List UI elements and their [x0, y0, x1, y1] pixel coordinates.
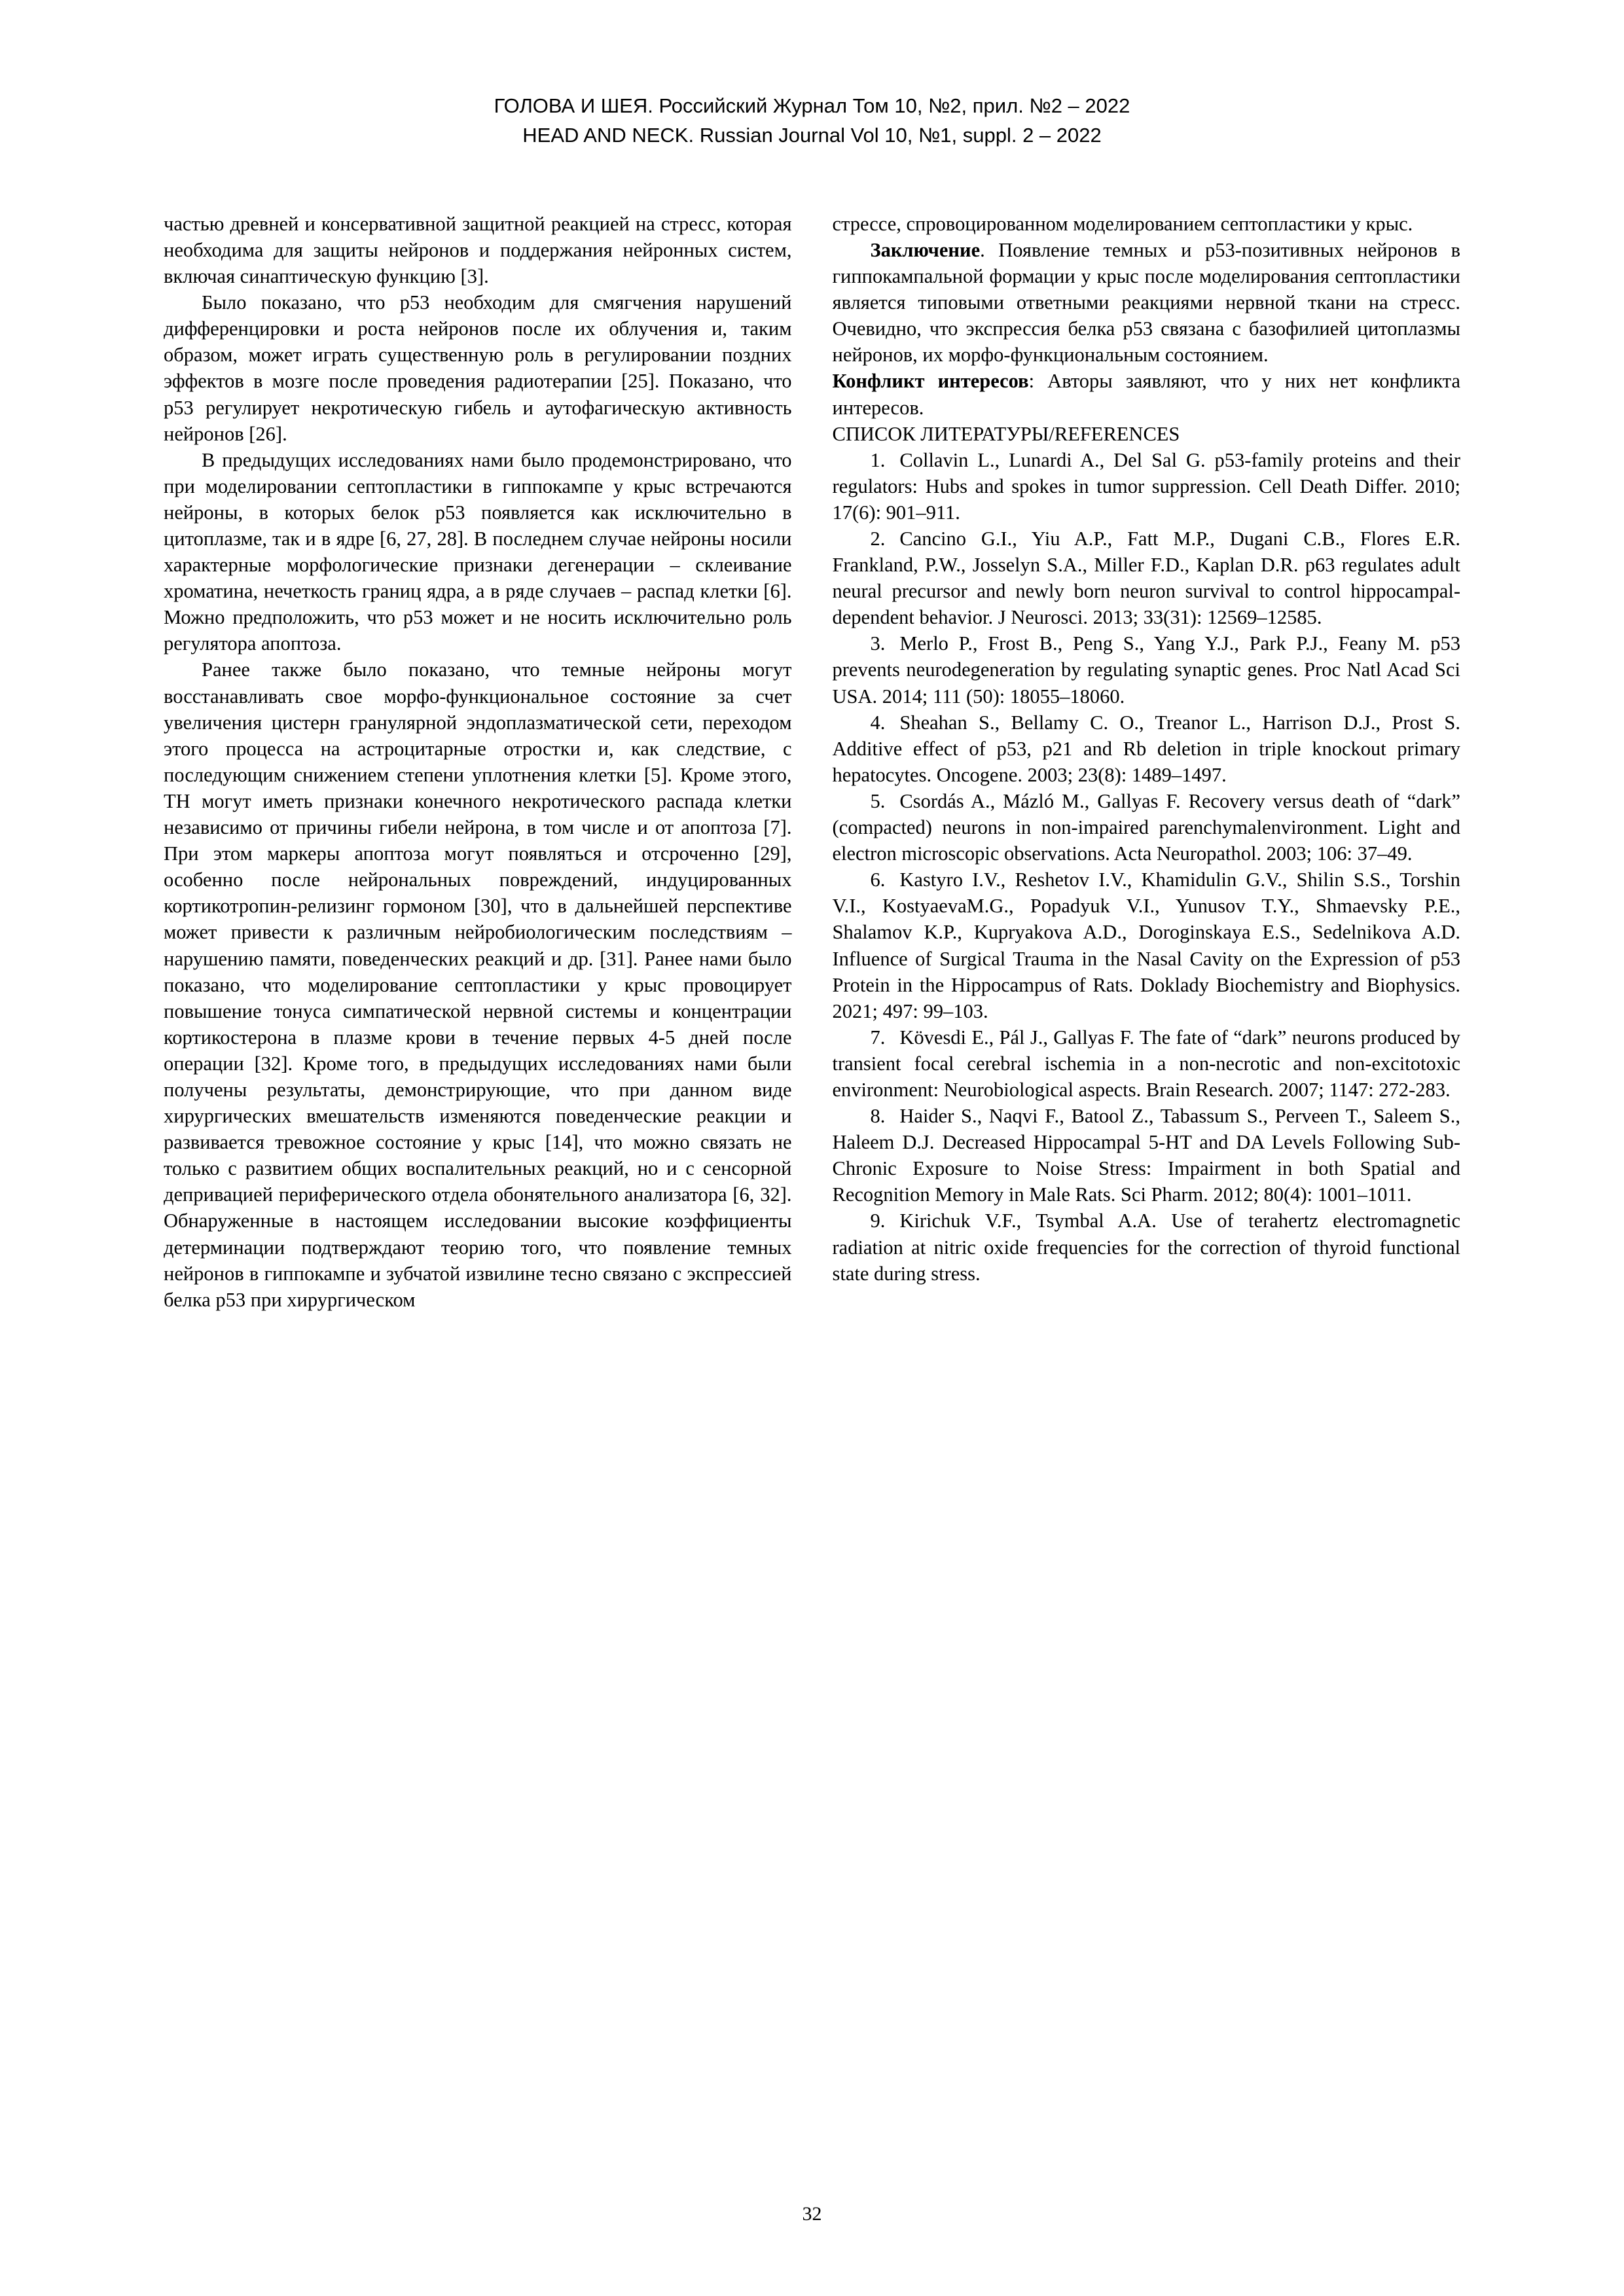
- reference-item: [833, 526, 1461, 630]
- reference-number: 7.: [870, 1026, 886, 1049]
- header-line-ru: ГОЛОВА И ШЕЯ. Российский Журнал Том 10, №2, прил. №2 – 2022: [494, 94, 1130, 117]
- reference-number: 1.: [870, 448, 886, 471]
- header-line-en: HEAD AND NECK. Russian Journal Vol 10, №1, suppl. 2 – 2022: [522, 123, 1102, 147]
- conflict-label: Конфликт интересов: [832, 370, 1029, 393]
- reference-number: 4.: [870, 711, 886, 734]
- paragraph: Ранее также было показано, что темные нейроны могут восстанавливать свое морфо-функциональное состояние за счет увеличения цистерн гранулярной эндоплазматической сети, переходом этого процесса на астроцитарные отростки и, как следствие, с последующим снижением степени уплотнения клетки [5]. Кроме этого, ТН могут иметь признаки конечного некротического распада клетки независимо от причины гибели нейрона, в том числе и от апоптоза [7]. При этом маркеры апоптоза могут появляться и отсроченно [29], особенно после нейрональных повреждений, индуцированных кортикотропин-релизинг гормоном [30], что в дальнейшей перспективе может привести к различным нейробиологическим последствиям – нарушению памяти, поведенческих реакций и др. [31]. Ранее нами было показано, что моделирование септопластики у крыс провоцирует повышение тонуса симпатической нервной системы и концентрации кортикостерона в плазме крови в течение первых 4-5 дней после операции [32]. Кроме того, в предыдущих исследованиях нами были получены результаты, демонстрирующие, что при данном виде хирургических вмешательств изменяются поведенческие реакции и развивается тревожное состояние у крыс [14], что можно связать не только с развитием общих воспалительных реакций, но и с сенсорной депривацией периферического отдела обонятельного анализатора [6, 32]. Обнаруженные в настоящем исследовании высокие коэффициенты детерминации подтверждают теорию того, что появление темных нейронов в гиппокампе и зубчатой извилине тесно связано с экспрессией белка p53 при хирургическом: [164, 658, 792, 1311]
- reference-text: Cancino G.I., Yiu A.P., Fatt M.P., Dugani C.B., Flores E.R. Frankland, P.W., Josselyn S.A., Miller F.D., Kaplan D.R. p63 regulates adult neural precursor and newly born neuron survival to control hippocampal-dependent behavior. J Neurosci. 2013; 33(31): 12569–12585.: [832, 528, 1460, 629]
- paragraph: В предыдущих исследованиях нами было продемонстрировано, что при моделировании септопластики в гиппокампе у крыс встречаются нейроны, в которых белок p53 появляется как исключительно в цитоплазме, так и в ядре [6, 27, 28]. В последнем случае нейроны носили характерные морфологические признаки дегенерации – склеивание хроматина, нечеткость границ ядра, а в ряде случаев – распад клетки [6]. Можно предположить, что p53 может и не носить исключительно роль регулятора апоптоза.: [164, 448, 792, 655]
- conflict-of-interest-paragraph: [833, 368, 1461, 420]
- reference-text: Kastyro I.V., Reshetov I.V., Khamidulin G.V., Shilin S.S., Torshin V.I., KostyaevaM.G., Popadyuk V.I., Yunusov T.Y., Shmaevsky P.E., Shalamov K.P., Kupryakova A.D., Doroginskaya E.S., Sedelnikova A.D. Influence of Surgical Trauma in the Nasal Cavity on the Expression of p53 Protein in the Hippocampus of Rats. Doklady Biochemistry and Biophysics. 2021; 497: 99–103.: [832, 869, 1460, 1022]
- reference-number: 3.: [870, 632, 886, 655]
- reference-item: [833, 788, 1461, 867]
- reference-item: [833, 630, 1461, 709]
- left-column: [164, 211, 792, 1313]
- reference-text: Collavin L., Lunardi A., Del Sal G. p53-family proteins and their regulators: Hubs and spokes in tumor suppression. Cell Death Differ. 2010; 17(6): 901–911.: [832, 448, 1460, 524]
- reference-text: Kövesdi E., Pál J., Gallyas F. The fate of “dark” neurons produced by transient focal cerebral ischemia in a non-necrotic and non-excitotoxic environment: Neurobiological aspects. Brain Research. 2007; 1147: 272-283.: [832, 1026, 1460, 1101]
- conclusion-text: . Появление темных и p53-позитивных нейронов в гиппокампальной формации у крыс после моделирования септопластики является типовыми ответными реакциями нервной ткани на стресс. Очевидно, что экспрессия белка p53 связана с базофилией цитоплазмы нейронов, их морфо-функциональным состоянием.: [832, 238, 1460, 367]
- paragraph: частью древней и консервативной защитной реакцией на стресс, которая необходима для защиты нейронов и поддержания нейронных систем, включая синаптическую функцию [3].: [164, 212, 792, 288]
- reference-text: Kirichuk V.F., Tsymbal A.A. Use of terahertz electromagnetic radiation at nitric oxide frequencies for the correction of thyroid functional state during stress.: [832, 1210, 1460, 1285]
- conclusion-paragraph: [833, 237, 1461, 368]
- reference-number: 5.: [870, 789, 886, 812]
- two-column-body: [164, 211, 1460, 1313]
- reference-number: 8.: [870, 1105, 886, 1128]
- reference-item: [833, 709, 1461, 788]
- reference-number: 6.: [870, 869, 886, 891]
- reference-number: 9.: [870, 1210, 886, 1232]
- page-header: [164, 92, 1460, 151]
- reference-text: Haider S., Naqvi F., Batool Z., Tabassum S., Perveen T., Saleem S., Haleem D.J. Decreased Hippocampal 5-HT and DA Levels Following Sub-Chronic Exposure to Noise Stress: Impairment in both Spatial and Recognition Memory in Male Rats. Sci Pharm. 2012; 80(4): 1001–1011.: [832, 1105, 1460, 1206]
- reference-item: [833, 1024, 1461, 1103]
- reference-item: [833, 447, 1461, 526]
- paragraph: Было показано, что p53 необходим для смягчения нарушений дифференцировки и роста нейронов после их облучения и, таким образом, может играть существенную роль в регулировании поздних эффектов в мозге после проведения радиотерапии [25]. Показано, что p53 регулирует некротическую гибель и аутофагическую активность нейронов [26].: [164, 291, 792, 445]
- page-number: 32: [802, 2203, 822, 2225]
- reference-item: [833, 1103, 1461, 1208]
- conflict-text: : Авторы заявляют, что у них нет конфликта интересов.: [832, 370, 1461, 419]
- paragraph-continuation: стрессе, спровоцированном моделированием септопластики у крыс.: [832, 212, 1413, 235]
- reference-number: 2.: [870, 528, 886, 550]
- reference-text: Merlo P., Frost B., Peng S., Yang Y.J., Park P.J., Feany M. p53 prevents neurodegeneration by regulating synaptic genes. Proc Natl Acad Sci USA. 2014; 111 (50): 18055–18060.: [832, 632, 1460, 708]
- reference-text: Csordás A., Mázló M., Gallyas F. Recovery versus death of “dark” (compacted) neurons in non-impaired parenchymalenvironment. Light and electron microscopic observations. Acta Neuropathol. 2003; 106: 37–49.: [832, 789, 1460, 865]
- reference-item: [833, 867, 1461, 1024]
- reference-item: [833, 1208, 1461, 1286]
- right-column: [833, 211, 1461, 1287]
- references-heading: СПИСОК ЛИТЕРАТУРЫ/REFERENCES: [832, 422, 1180, 445]
- conclusion-label: Заключение: [870, 238, 981, 261]
- reference-text: Sheahan S., Bellamy C. O., Treanor L., Harrison D.J., Prost S. Additive effect of p53, p21 and Rb deletion in triple knockout primary hepatocytes. Oncogene. 2003; 23(8): 1489–1497.: [832, 711, 1460, 786]
